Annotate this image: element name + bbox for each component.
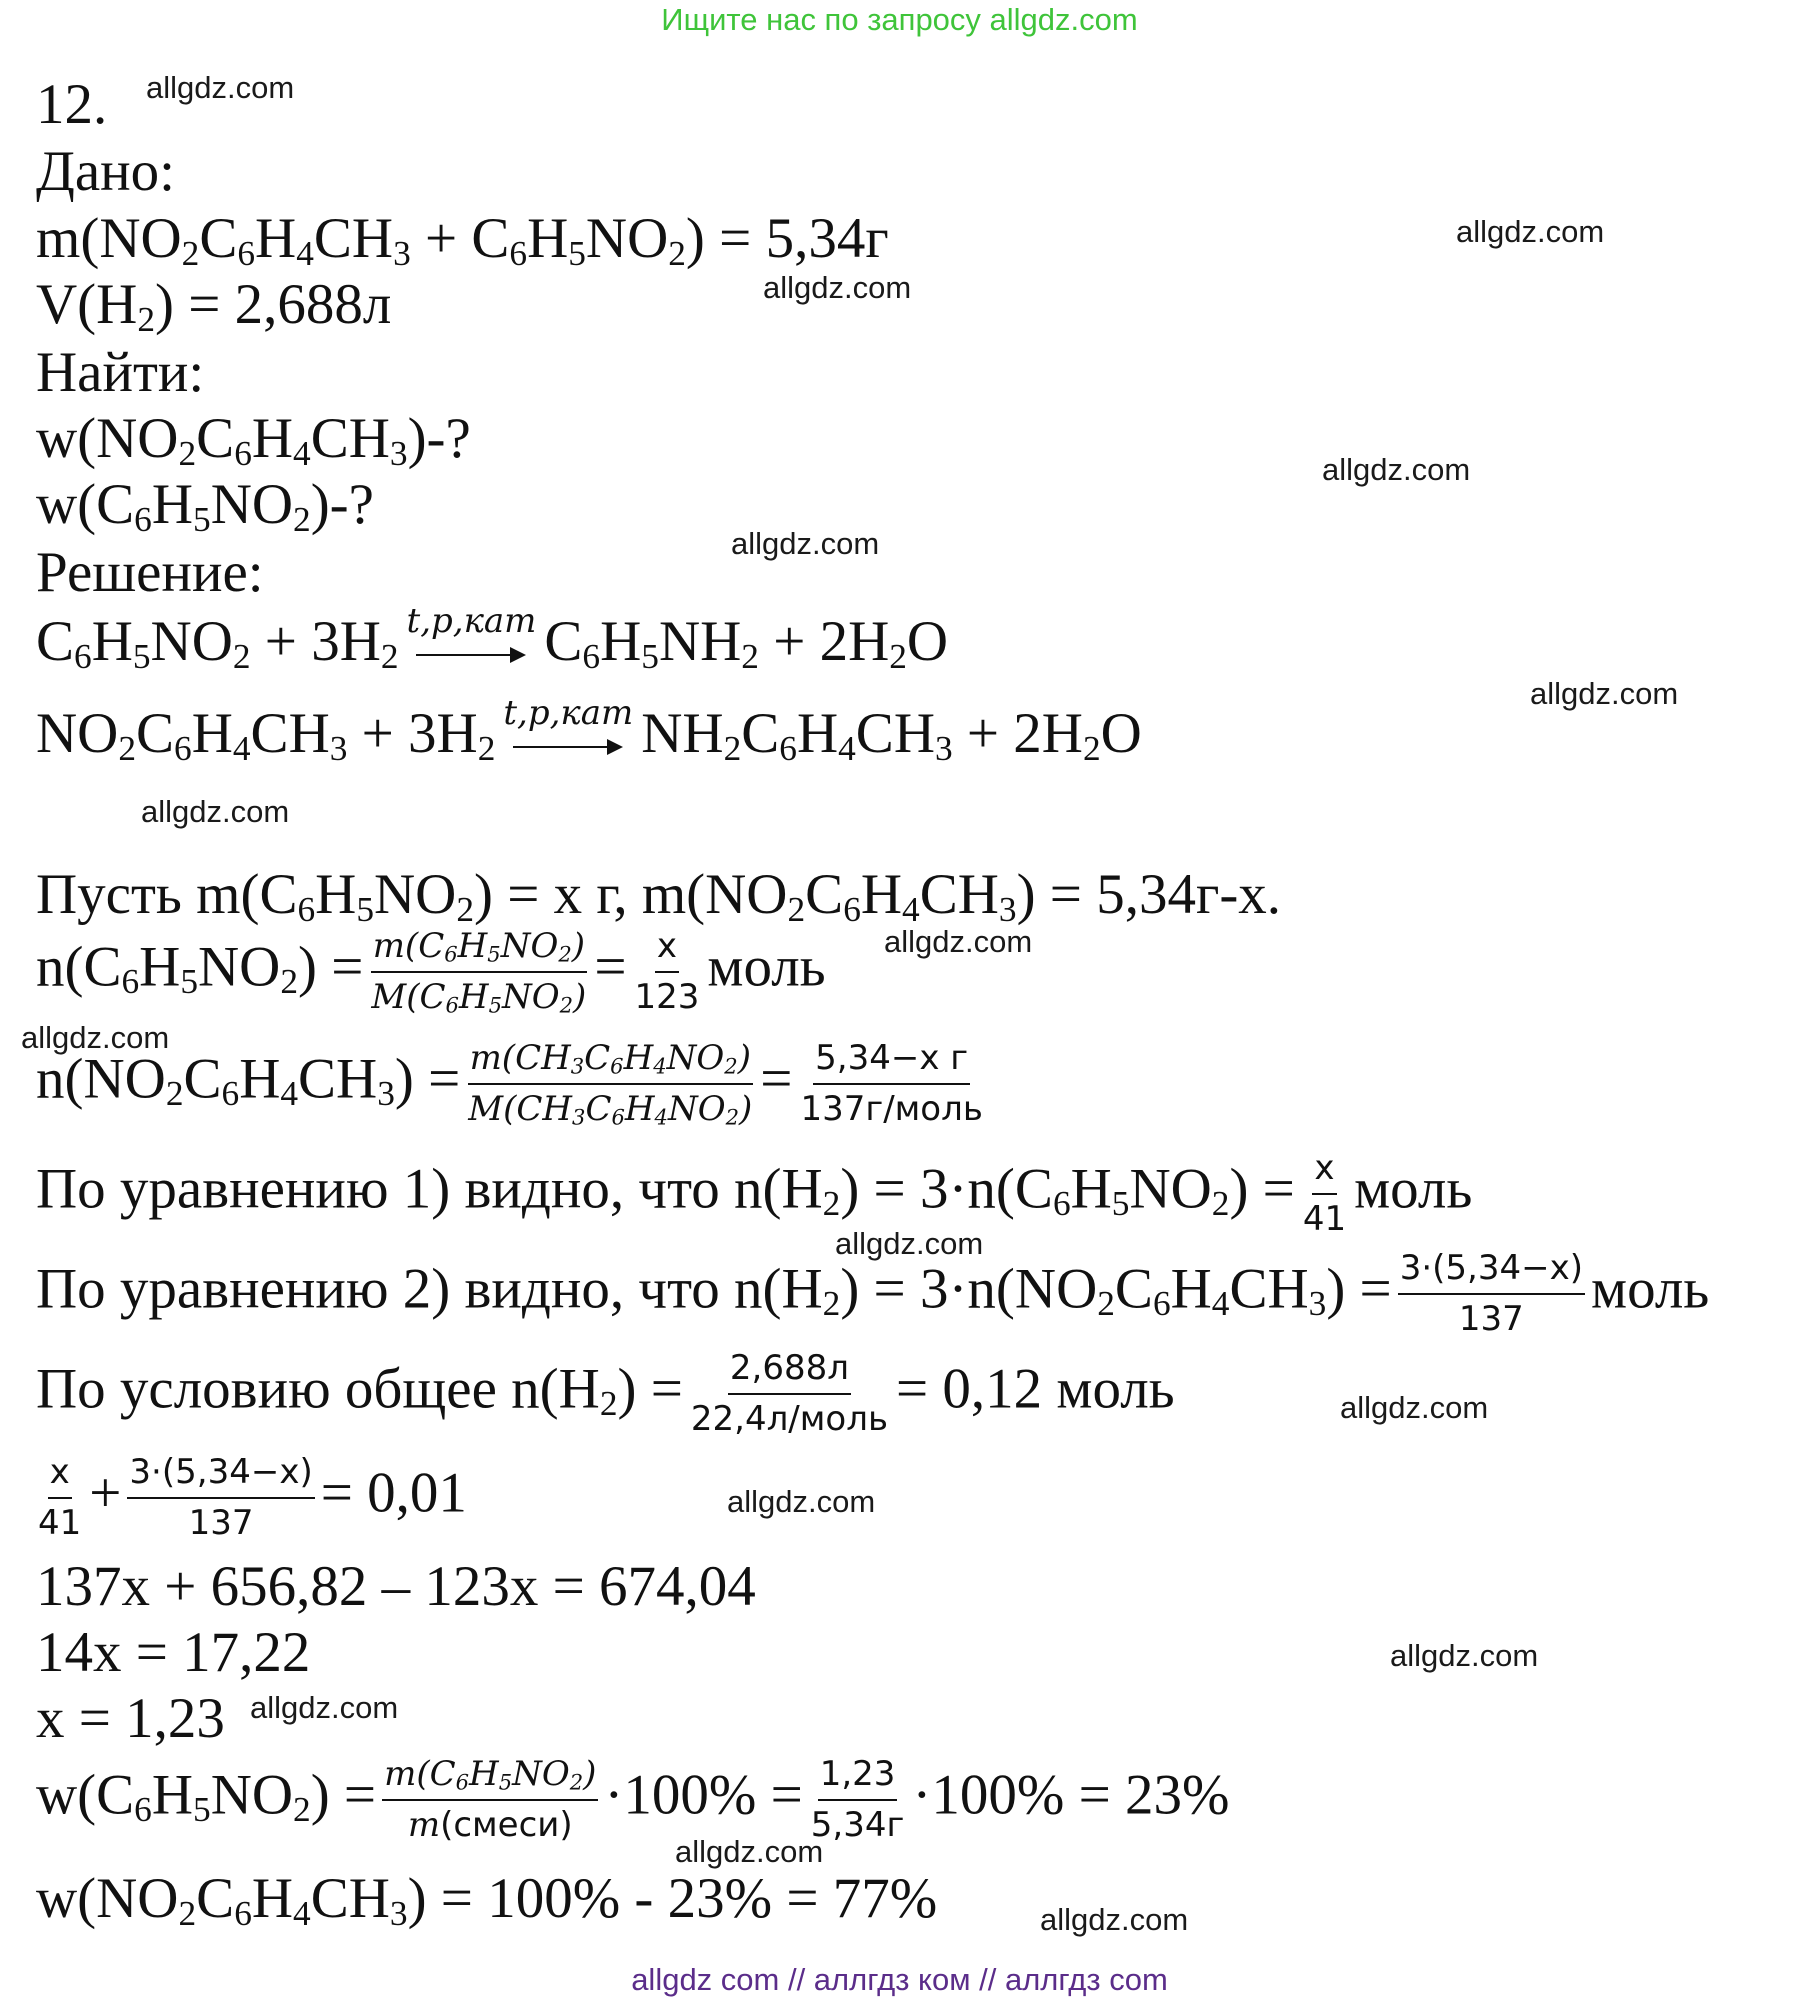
- fraction: $\frac{\text{5,34−x г}}{\text{137г/моль}}$: [800, 1038, 983, 1130]
- step-1: 137x + 656,82 – 123x = 674,04: [36, 1555, 756, 1618]
- reaction-2: $NO_2C_6H_4CH_3 + 3H_2$ t,p,кат $NH_2C_6H_4CH_3 + 2H_2O$: [36, 693, 1142, 768]
- fraction: $\frac{m(CH_3C_6H_4NO_2)}{M(CH_3C_6H_4NO_2)}$: [468, 1038, 753, 1131]
- fraction: $\frac{x}{123}$: [634, 926, 700, 1018]
- watermark: allgdz.com: [1456, 214, 1605, 249]
- given-volume-value: 2,688л: [234, 273, 392, 336]
- watermark: allgdz.com: [250, 1690, 399, 1725]
- watermark: allgdz.com: [1390, 1638, 1539, 1673]
- equation-1-line: По уравнению 1) видно, что $n(H_2) = 3\cdot n(C_6H_5NO_2)$ = $\frac{x}{41}$ моль: [36, 1148, 1473, 1240]
- step-2: 14x = 17,22: [36, 1621, 311, 1684]
- watermark: allgdz.com: [146, 70, 295, 105]
- watermark: allgdz.com: [835, 1226, 984, 1261]
- given-heading: Дано:: [36, 140, 176, 203]
- watermark: allgdz.com: [1530, 676, 1679, 711]
- find-line-2: $w(C_6H_5NO_2)-$?: [36, 473, 374, 539]
- fraction: $\frac{x}{41}$: [1302, 1148, 1347, 1240]
- given-volume: $V(H_2) = 2,688л$: [36, 273, 392, 339]
- fraction: $\frac{3\cdot(5,34-x)}{137}$: [129, 1452, 313, 1544]
- fraction: $\frac{2,688л}{\text{22,4л/моль}}$: [690, 1348, 888, 1440]
- equation-2-line: По уравнению 2) видно, что $n(H_2) = 3\cdot n(NO_2C_6H_4CH_3)$ = $\frac{3\cdot(5,34-x)}{137}$ моль: [36, 1248, 1710, 1340]
- watermark: allgdz.com: [731, 526, 880, 561]
- step-3: x = 1,23: [36, 1687, 225, 1750]
- sum-equation-line: $\frac{x}{41}$ + $\frac{3\cdot(5,34-x)}{137}$ = 0,01: [38, 1452, 467, 1544]
- reaction-arrow: t,p,кат: [503, 696, 633, 762]
- watermark: allgdz.com: [884, 924, 1033, 959]
- given-mass-value: 5,34г: [765, 207, 889, 270]
- watermark: allgdz.com: [21, 1020, 170, 1055]
- find-heading: Найти:: [36, 341, 205, 404]
- mass-fraction-nitrobenzene: $w(C_6H_5NO_2)$ = $\frac{m(C_6H_5NO_2)}{\text{m(смеси)}}$ ·100% = $\frac{1,23}{5,34г}$ ·100% = 23%: [36, 1754, 1230, 1846]
- problem-number: 12.: [36, 73, 108, 136]
- watermark: allgdz.com: [727, 1484, 876, 1519]
- bottom-banner[interactable]: allgdz com // аллгдз ком // аллгдз com: [631, 1962, 1168, 1997]
- fraction: $\frac{m(C_6H_5NO_2)}{\text{m(смеси)}}$: [384, 1754, 597, 1846]
- n-nitrobenzene-line: $n(C_6H_5NO_2)$ = $\frac{m(C_6H_5NO_2)}{M(C_6H_5NO_2)}$ = $\frac{x}{123}$ моль: [36, 926, 826, 1019]
- reaction-1: $C_6H_5NO_2 + 3H_2$ t,p,кат $C_6H_5NH_2 + 2H_2O$: [36, 601, 949, 676]
- watermark: allgdz.com: [141, 794, 290, 829]
- watermark: allgdz.com: [1040, 1902, 1189, 1937]
- let-line: Пусть $m(C_6H_5NO_2) = x$ г, $m(NO_2C_6H_4CH_3) = 5,34г-x$.: [36, 863, 1282, 929]
- given-mass: $m(NO_2C_6H_4CH_3 + C_6H_5NO_2) = 5,34г$: [36, 207, 889, 273]
- top-banner[interactable]: Ищите нас по запросу allgdz.com: [661, 2, 1138, 37]
- reaction-arrow: t,p,кат: [407, 604, 537, 670]
- watermark: allgdz.com: [763, 270, 912, 305]
- fraction: $\frac{1,23}{5,34г}$: [810, 1754, 905, 1846]
- watermark: allgdz.com: [1340, 1390, 1489, 1425]
- fraction: $\frac{x}{41}$: [38, 1452, 82, 1544]
- watermark: allgdz.com: [675, 1834, 824, 1869]
- watermark: allgdz.com: [1322, 452, 1471, 487]
- mass-fraction-nitrotoluene: $w(NO_2C_6H_4CH_3) = 100\% - 23\% = 77\%$: [36, 1867, 938, 1933]
- find-line-1: $w(NO_2C_6H_4CH_3)-$?: [36, 407, 471, 473]
- n-nitrotoluene-line: $n(NO_2C_6H_4CH_3)$ = $\frac{m(CH_3C_6H_4NO_2)}{M(CH_3C_6H_4NO_2)}$ = $\frac{\text{5,34−x г}}{\text{137г/моль}}$: [36, 1038, 983, 1131]
- condition-line: По условию общее $n(H_2)$ = $\frac{2,688л}{\text{22,4л/моль}}$ = 0,12 моль: [36, 1348, 1175, 1440]
- fraction: $\frac{3\cdot(5,34-x)}{137}$: [1399, 1248, 1583, 1340]
- fraction: $\frac{m(C_6H_5NO_2)}{M(C_6H_5NO_2)}$: [371, 926, 587, 1019]
- solution-heading: Решение:: [36, 541, 264, 604]
